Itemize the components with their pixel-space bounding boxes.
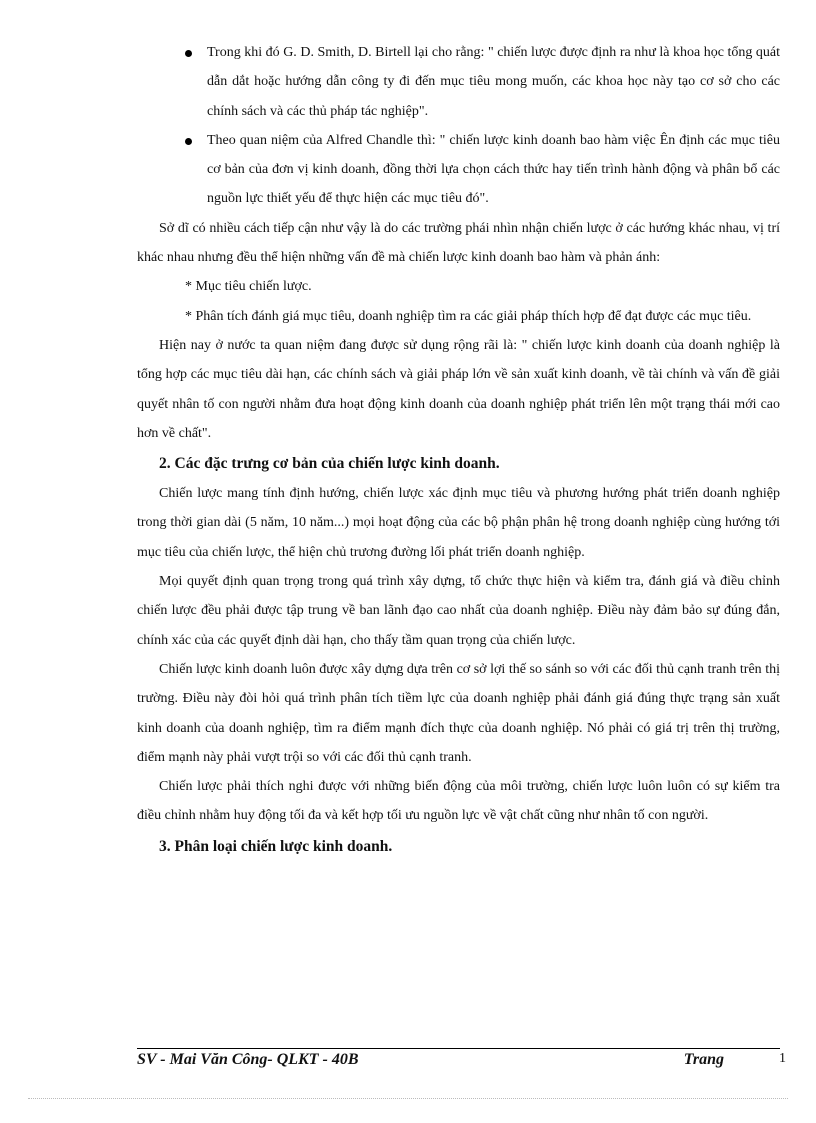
- paragraph: Mọi quyết định quan trọng trong quá trình xây dựng, tổ chức thực hiện và kiểm tra, đánh giá và điều chỉnh chiến lược đều phải được tập trung về ban lãnh đạo cao nhất của doanh nghiệp. Điều này đảm bảo sự đúng đắn, chính xác của các quyết định dài hạn, cho thấy tầm quan trọng của chiến lược.: [137, 574, 780, 648]
- bullet-list: [137, 38, 780, 214]
- list-item: Trong khi đó G. D. Smith, D. Birtell lại cho rằng: " chiến lược được định ra như là khoa học tổng quát dẫn dắt hoặc hướng dẫn công ty đi đến mục tiêu mong muốn, các khoa học này tạo cơ sở cho các chính sách và các thủ pháp tác nghiệp".: [207, 38, 780, 126]
- section-heading: 2. Các đặc trưng cơ bản của chiến lược kinh doanh.: [159, 455, 500, 473]
- footer-author: SV - Mai Văn Công- QLKT - 40B: [137, 1051, 359, 1068]
- paragraph: Sở dĩ có nhiều cách tiếp cận như vậy là do các trường phái nhìn nhận chiến lược ở các hướng khác nhau, vị trí khác nhau nhưng đều thể hiện những vấn đề mà chiến lược kinh doanh bao hàm và phản ánh:: [137, 220, 780, 266]
- document-body: [137, 38, 780, 862]
- section-heading: 3. Phân loại chiến lược kinh doanh.: [159, 837, 393, 855]
- footer-page-label: Trang: [683, 1051, 724, 1068]
- page-footer: [137, 1051, 780, 1075]
- page-number: 1: [779, 1051, 786, 1066]
- paragraph: Chiến lược kinh doanh luôn được xây dựng dựa trên cơ sở lợi thế so sánh so với các đối thủ cạnh tranh trên thị trường. Điều này đòi hỏi quá trình phân tích tiềm lực của doanh nghiệp phải đánh giá đúng thực trạng sản xuất kinh doanh của doanh nghiệp, tìm ra điểm mạnh đích thực của doanh nghiệp. Nó phải có giá trị trên thị trường, điểm mạnh này phải vượt trội so với các đối thủ cạnh tranh.: [137, 661, 780, 765]
- page-boundary: [28, 1098, 788, 1099]
- bullet-icon: [185, 50, 192, 57]
- paragraph: Hiện nay ở nước ta quan niệm đang được sử dụng rộng rãi là: " chiến lược kinh doanh của doanh nghiệp là tổng hợp các mục tiêu dài hạn, các chính sách và giải pháp lớn về sản xuất kinh doanh, về tài chính và vấn đề giải quyết nhân tố con người nhằm đưa hoạt động kinh doanh của doanh nghiệp phát triển lên một trạng thái mới cao hơn về chất".: [137, 337, 780, 441]
- paragraph: * Phân tích đánh giá mục tiêu, doanh nghiệp tìm ra các giải pháp thích hợp để đạt được các mục tiêu.: [185, 308, 752, 324]
- footer-divider: [137, 1048, 780, 1049]
- list-item: Theo quan niệm của Alfred Chandle thì: " chiến lược kinh doanh bao hàm việc Ên định các mục tiêu cơ bản của đơn vị kinh doanh, đồng thời lựa chọn cách thức hay tiến trình hành động và phân bổ các nguồn lực thiết yếu để thực hiện các mục tiêu đó".: [207, 126, 780, 214]
- paragraph: * Mục tiêu chiến lược.: [185, 279, 312, 295]
- paragraph: Chiến lược mang tính định hướng, chiến lược xác định mục tiêu và phương hướng phát triển doanh nghiệp trong thời gian dài (5 năm, 10 năm...) mọi hoạt động của các bộ phận phân hệ trong doanh nghiệp cùng hướng tới mục tiêu của chiến lược, thể hiện chủ trương đường lối phát triển doanh nghiệp.: [137, 486, 780, 560]
- paragraph: Chiến lược phải thích nghi được với những biến động của môi trường, chiến lược luôn luôn có sự kiểm tra điều chỉnh nhằm huy động tối đa và kết hợp tối ưu nguồn lực về vật chất cũng như nhân tố con người.: [137, 779, 780, 824]
- bullet-icon: [185, 138, 192, 145]
